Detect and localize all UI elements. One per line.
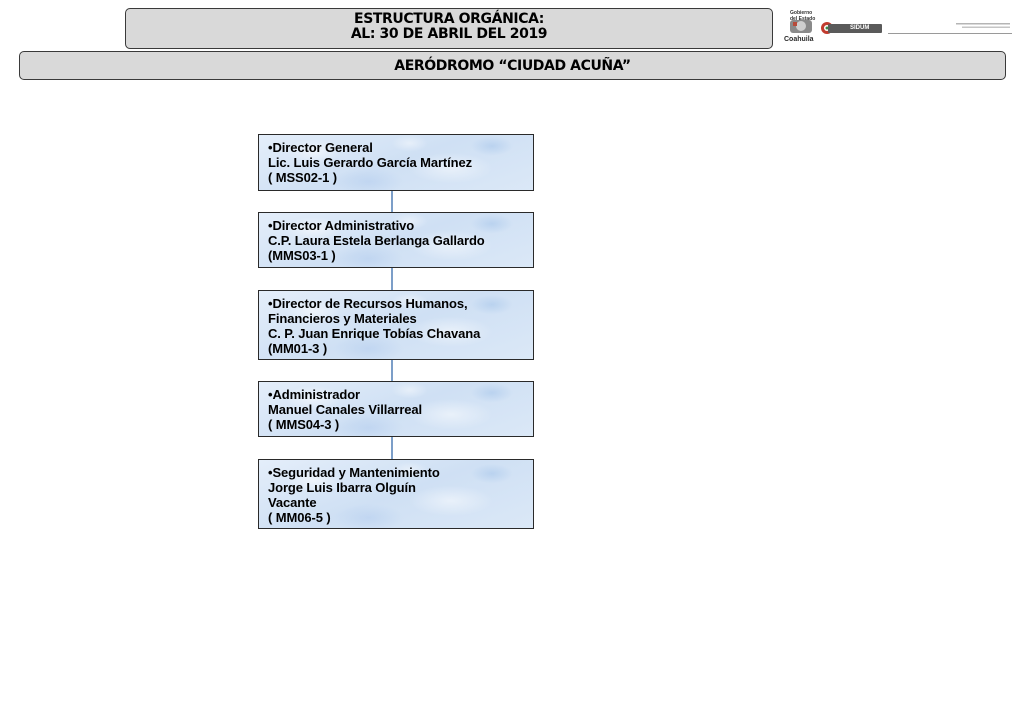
node-title <box>268 218 533 233</box>
bullet-icon: • <box>268 140 273 155</box>
node-title <box>268 465 533 480</box>
node-title <box>268 296 533 311</box>
connector-line <box>391 360 393 381</box>
title-line-2: AL: 30 DE ABRIL DEL 2019 <box>350 26 548 42</box>
org-node <box>258 212 534 268</box>
bullet-icon: • <box>268 465 273 480</box>
node-line: Lic. Luis Gerardo García Martínez <box>268 155 473 170</box>
org-node <box>258 381 534 437</box>
title-line-1: ESTRUCTURA ORGÁNICA: <box>354 11 544 27</box>
node-line: Manuel Canales Villarreal <box>268 402 423 417</box>
org-node <box>258 134 534 191</box>
node-line: (MMS03-1 ) <box>268 248 336 263</box>
node-line: C.P. Laura Estela Berlanga Gallardo <box>268 233 485 248</box>
node-line: Financieros y Materiales <box>268 311 417 326</box>
node-title-text: Director General <box>272 140 373 155</box>
sidum-logo: SIDUM <box>828 24 882 33</box>
connector-line <box>391 268 393 290</box>
node-title <box>268 140 533 155</box>
node-line: (MM01-3 ) <box>268 341 328 356</box>
org-node <box>258 459 534 529</box>
bullet-icon: • <box>268 296 273 311</box>
state-name-logo: Coahuila <box>784 36 814 43</box>
node-title-text: Director Administrativo <box>272 218 415 233</box>
node-title <box>268 387 533 402</box>
connector-line <box>391 437 393 459</box>
bullet-icon: • <box>268 387 273 402</box>
gov-line-2: del Estado <box>790 16 816 22</box>
bullet-icon: • <box>268 218 273 233</box>
node-line: Vacante <box>268 495 317 510</box>
node-line: Jorge Luis Ibarra Olguín <box>268 480 416 495</box>
gov-line-1: Gobierno <box>790 10 813 16</box>
node-line: ( MM06-5 ) <box>268 510 331 525</box>
node-line: C. P. Juan Enrique Tobías Chavana <box>268 326 481 341</box>
node-line: ( MMS04-3 ) <box>268 417 340 432</box>
node-title-text: Seguridad y Mantenimiento <box>272 465 440 480</box>
connector-line <box>391 191 393 212</box>
subtitle-bar: AERÓDROMO “CIUDAD ACUÑA” <box>19 51 1006 80</box>
org-node <box>258 290 534 360</box>
node-title-text: Administrador <box>272 387 360 402</box>
node-title-text: Director de Recursos Humanos, <box>272 296 468 311</box>
node-line: ( MSS02-1 ) <box>268 170 337 185</box>
